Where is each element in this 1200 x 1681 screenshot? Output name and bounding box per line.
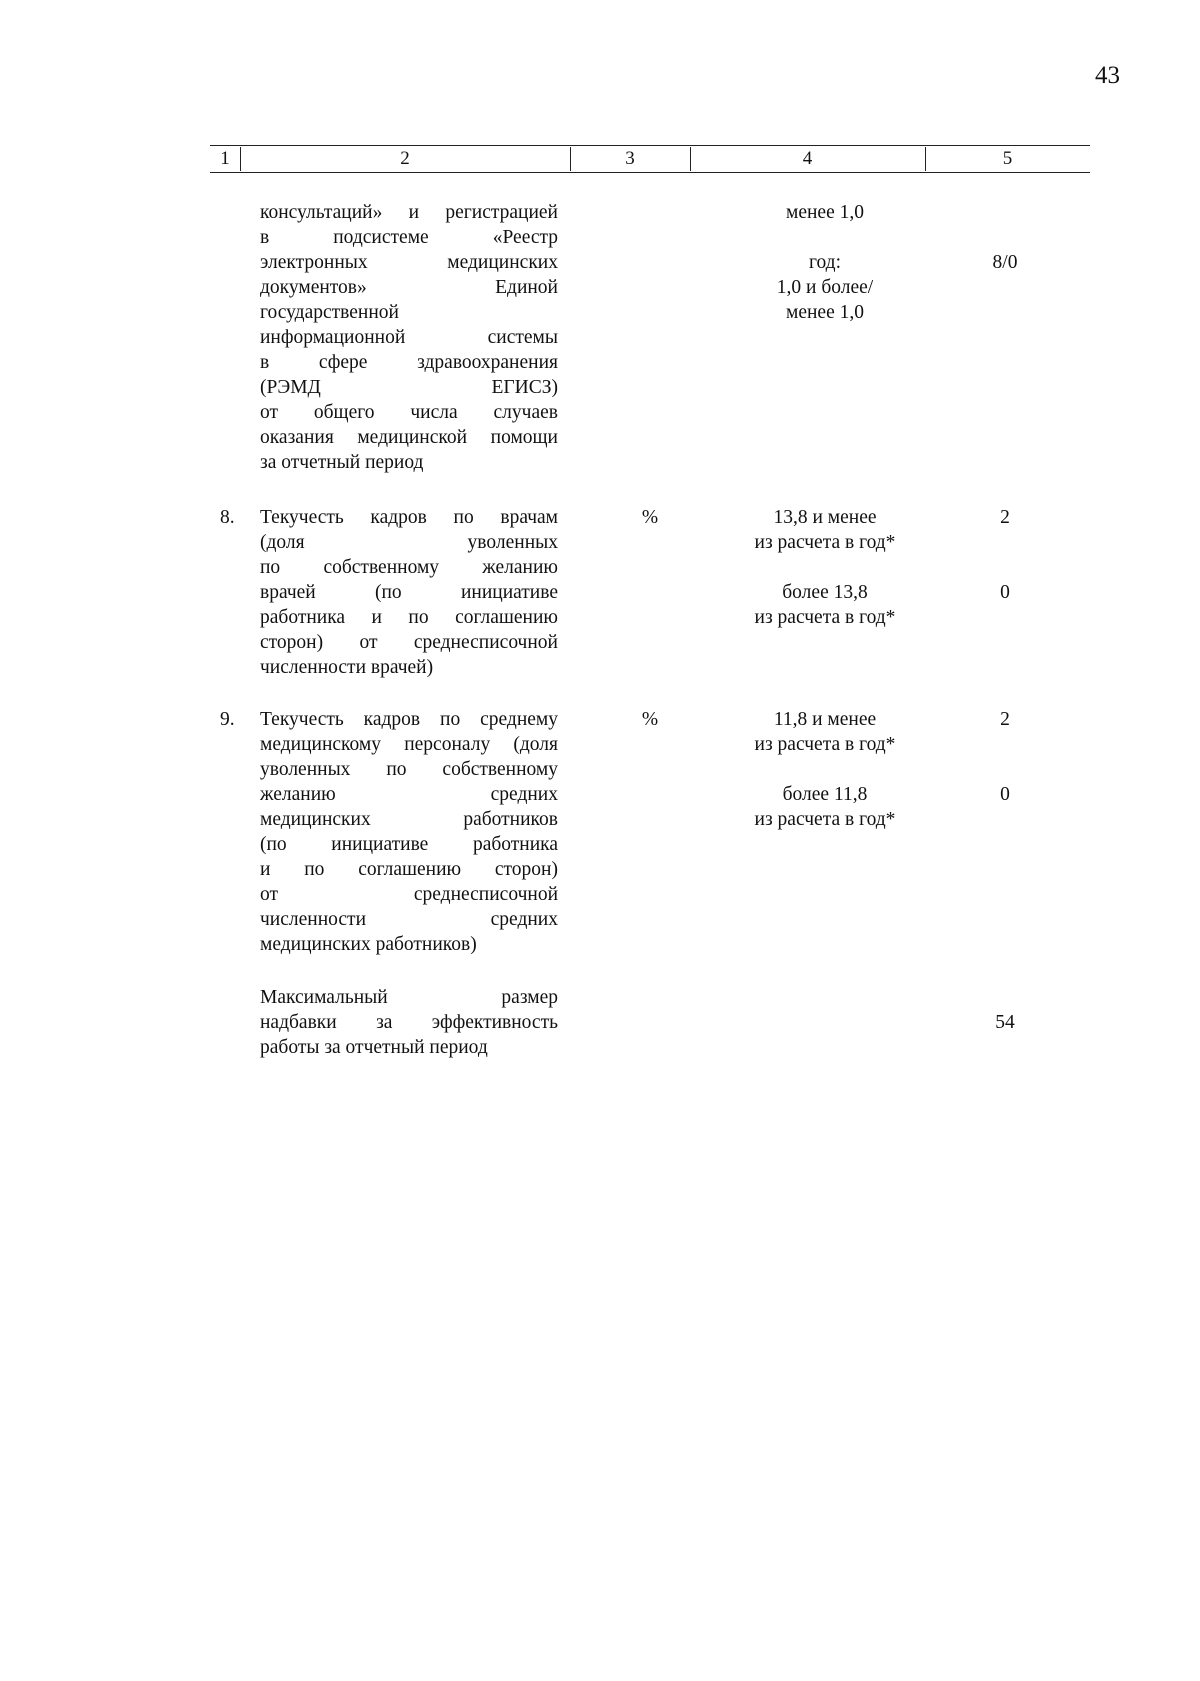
description-line: врачей (по инициативе [260,582,558,603]
row8-points-b: 0 [1000,582,1010,603]
continued-row-points: 8/0 [992,252,1018,273]
row9-unit: % [641,709,659,730]
continued-row-criteria [720,200,930,225]
description-line: сторон) от среднесписочной [260,632,558,653]
row-number: 8. [220,507,235,528]
max-allowance-description [260,985,558,1060]
row9-description [260,707,558,957]
criteria-line: 11,8 и менее [773,709,877,730]
continued-row-criteria-year [720,250,930,325]
description-line: (РЭМД ЕГИСЗ) [260,377,558,398]
row9-criteria-a [720,707,930,757]
description-line: работы за отчетный период [260,1037,488,1058]
header-bottom-rule [210,172,1090,173]
row-number: 9. [220,709,235,730]
header-col-2: 2 [400,148,410,169]
description-line: медицинскому персоналу (доля [260,734,558,755]
row8-description [260,505,558,680]
description-line: медицинских работников) [260,934,477,955]
description-line: численности средних [260,909,558,930]
description-line: от общего числа случаев [260,402,558,423]
description-line: в подсистеме «Реестр [260,227,558,248]
description-line: в сфере здравоохранения [260,352,558,373]
description-line: медицинских работников [260,809,558,830]
criteria-line: более 13,8 [782,582,868,603]
table-header-row [210,145,1090,173]
header-top-rule [210,145,1090,146]
description-line: Текучесть кадров по среднему [260,709,558,730]
criteria-line: менее 1,0 [786,202,864,223]
row9-criteria-b [720,782,930,832]
description-line: уволенных по собственному [260,759,558,780]
header-col-1: 1 [220,148,230,169]
description-line: работника и по соглашению [260,607,558,628]
description-line: надбавки за эффективность [260,1012,558,1033]
header-col-4: 4 [802,148,813,169]
criteria-line: 1,0 и более/ [776,277,874,298]
criteria-line: год: [808,252,842,273]
row8-criteria-b [720,580,930,630]
description-line: за отчетный период [260,452,424,473]
row8-points-a: 2 [1000,507,1010,528]
description-line: численности врачей) [260,657,434,678]
description-line: документов» Единой [260,277,558,298]
description-line: консультаций» и регистрацией [260,202,558,223]
row9-points-a: 2 [1000,709,1010,730]
description-line: от среднесписочной [260,884,558,905]
description-line: и по соглашению сторон) [260,859,558,880]
description-line: Текучесть кадров по врачам [260,507,558,528]
criteria-line: из расчета в год* [754,532,896,553]
header-col-3: 3 [625,148,635,169]
description-line: информационной системы [260,327,558,348]
criteria-line: из расчета в год* [754,607,896,628]
description-line: государственной [260,302,399,323]
description-line: электронных медицинских [260,252,558,273]
max-allowance-points: 54 [995,1012,1015,1033]
criteria-line: из расчета в год* [754,809,896,830]
page-number: 43 [1095,62,1120,89]
description-line: оказания медицинской помощи [260,427,558,448]
header-col-5: 5 [1002,148,1013,169]
description-line: Максимальный размер [260,987,558,1008]
row9-points-b: 0 [1000,784,1010,805]
criteria-line: более 11,8 [782,784,868,805]
continued-row-description [260,200,558,475]
description-line: (доля уволенных [260,532,558,553]
description-line: желанию средних [260,784,558,805]
description-line: по собственному желанию [260,557,558,578]
criteria-line: менее 1,0 [786,302,864,323]
criteria-line: 13,8 и менее [773,507,877,528]
description-line: (по инициативе работника [260,834,558,855]
criteria-line: из расчета в год* [754,734,896,755]
row8-criteria-a [720,505,930,555]
row8-unit: % [641,507,659,528]
